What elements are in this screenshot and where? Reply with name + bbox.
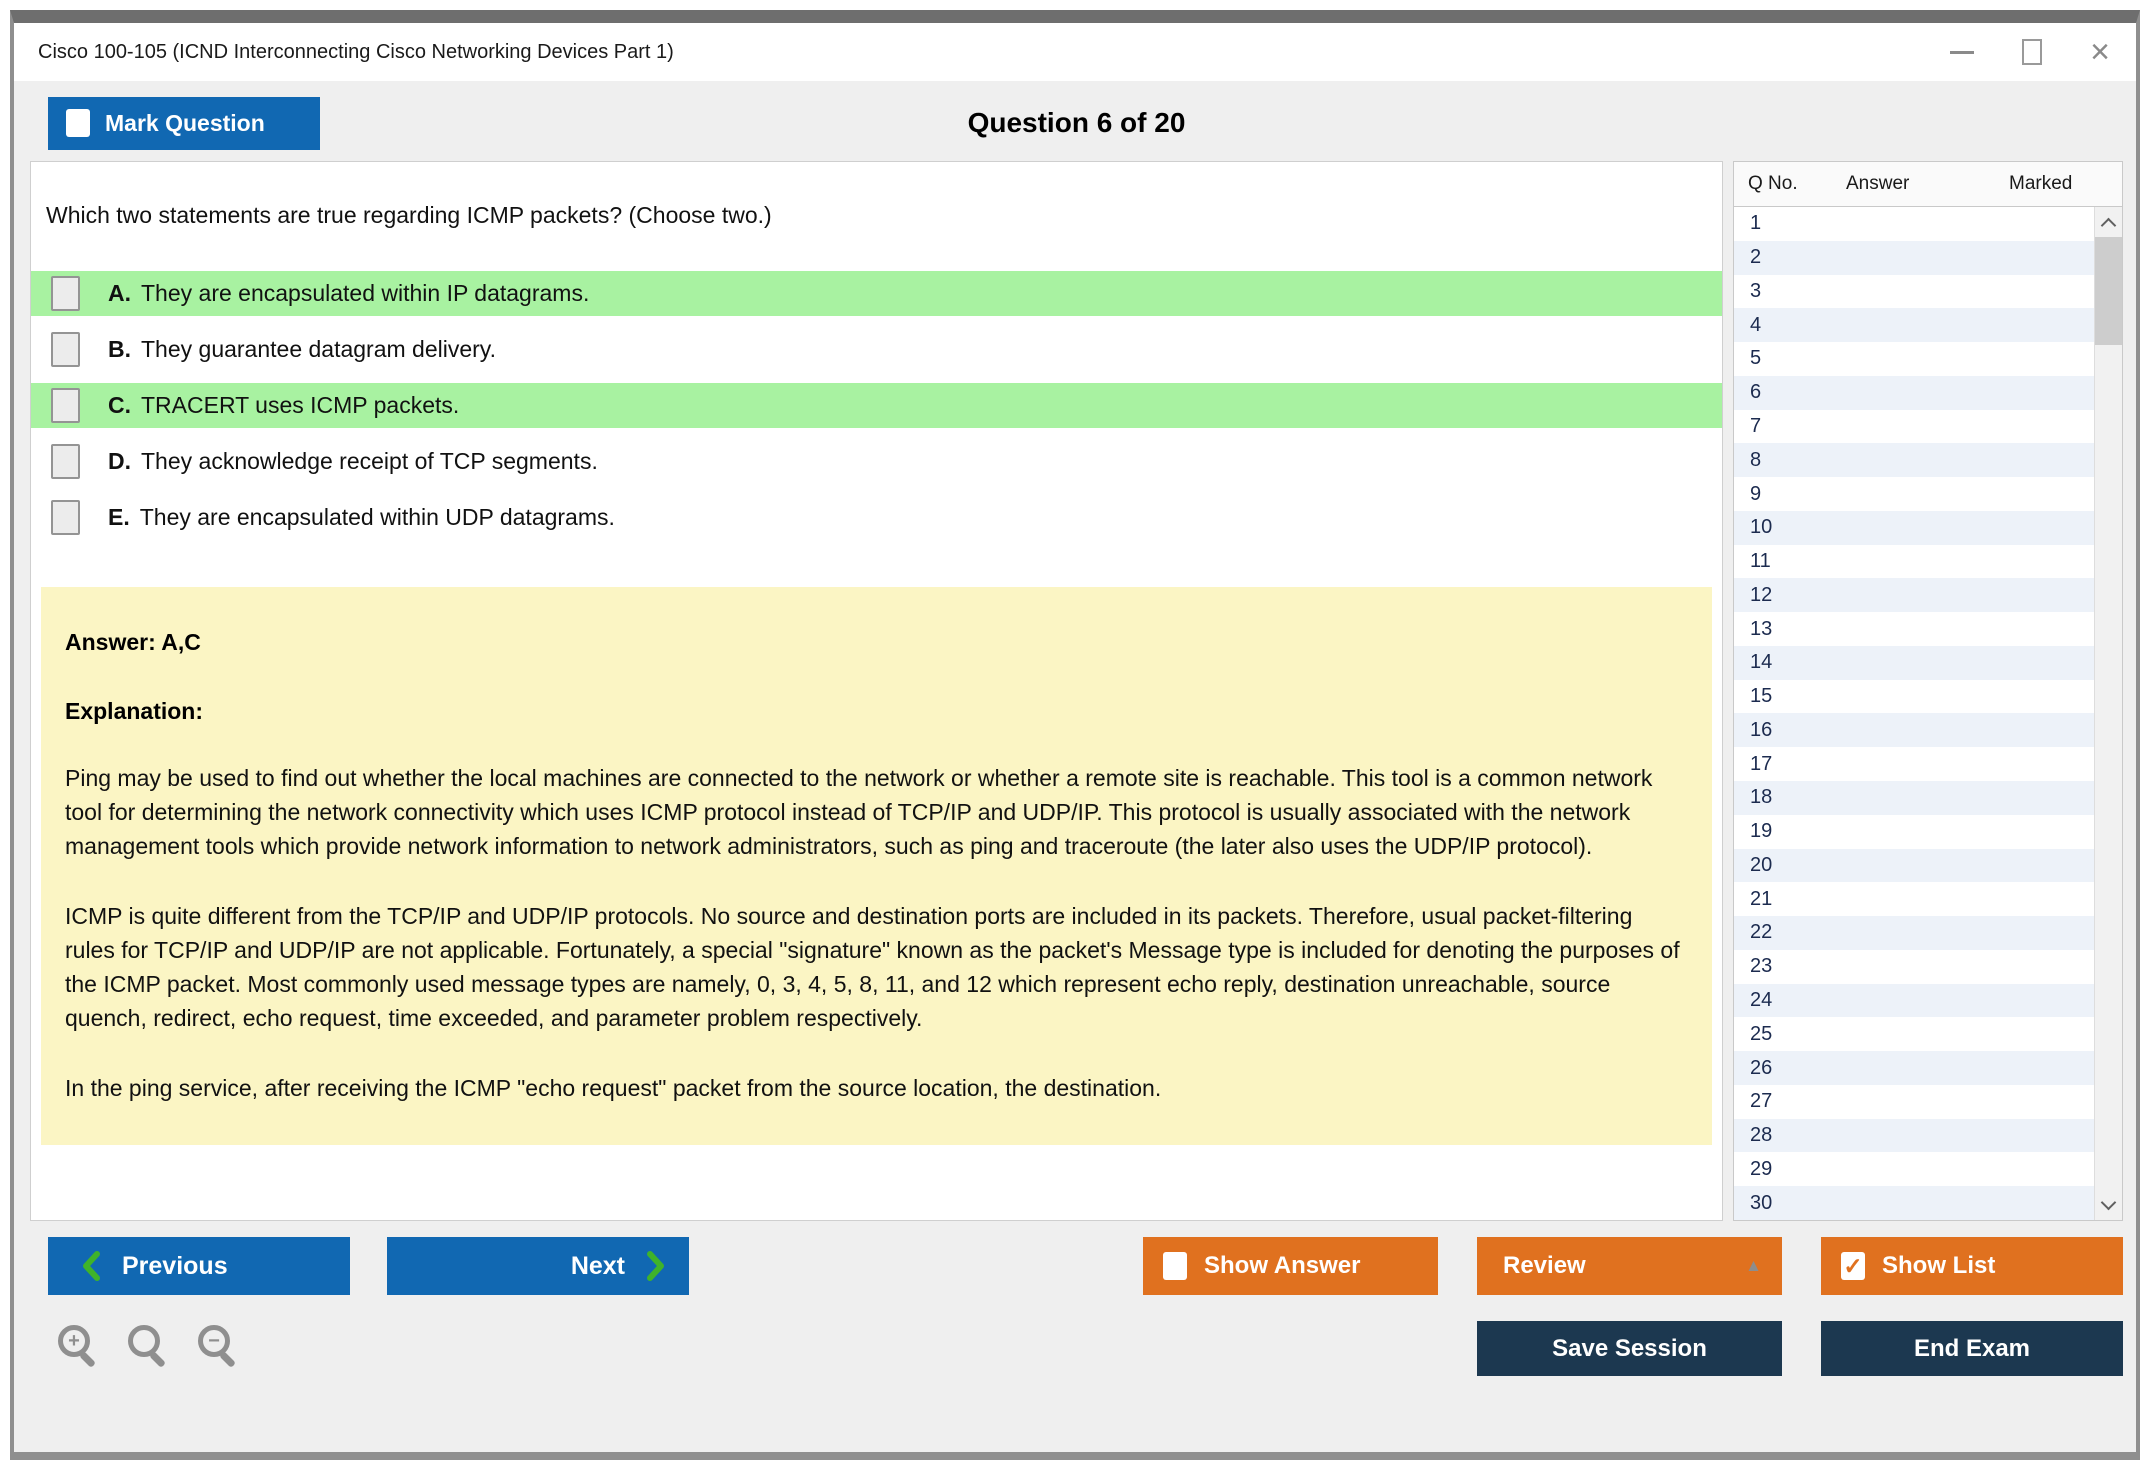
- option-checkbox[interactable]: [51, 500, 80, 535]
- question-number: 12: [1750, 583, 1773, 606]
- next-label: Next: [570, 1251, 625, 1280]
- question-panel: [30, 161, 1723, 1221]
- save-session-label: Save Session: [1552, 1334, 1707, 1362]
- question-number: 9: [1750, 482, 1762, 505]
- answer-option[interactable]: [31, 383, 1722, 428]
- question-list-row[interactable]: [1734, 781, 2094, 815]
- option-letter: B.: [108, 336, 131, 362]
- question-number: 16: [1750, 718, 1773, 741]
- question-number: 11: [1750, 550, 1771, 573]
- explanation-box: [41, 587, 1712, 1145]
- question-text: Which two statements are true regarding ICMP packets? (Choose two.): [46, 202, 772, 228]
- show-list-button[interactable]: [1821, 1237, 2123, 1295]
- question-number: 25: [1750, 1022, 1773, 1045]
- answer-option[interactable]: [31, 439, 1722, 484]
- show-list-checkbox[interactable]: ✓: [1841, 1252, 1865, 1280]
- window-title: Cisco 100-105 (ICND Interconnecting Cisco Networking Devices Part 1): [38, 40, 674, 63]
- column-marked: Marked: [2009, 173, 2073, 194]
- question-list-sidebar: [1733, 161, 2123, 1221]
- question-list-row[interactable]: [1734, 1017, 2094, 1051]
- question-number: 22: [1750, 921, 1773, 944]
- next-button[interactable]: [387, 1237, 689, 1295]
- answer-label: Answer: A,C: [65, 629, 201, 655]
- show-list-label: Show List: [1882, 1252, 1996, 1279]
- explanation-paragraph: ICMP is quite different from the TCP/IP and UDP/IP protocols. No source and destination ports are included in its packets. Therefore, usual packet-filtering rules for TCP/IP and UDP/IP are not applicable. Fortunately, a special "signature" known as the packet's Message type is included for denoting the purposes of the ICMP packet. Most commonly used message types are namely, 0, 3, 4, 5, 8, 11, and 12 which represent echo reply, destination unreachable, source quench, redirect, echo request, time exceeded, and parameter problem respectively.: [65, 903, 1680, 1031]
- zoom-reset-icon[interactable]: [128, 1325, 168, 1369]
- question-list-row[interactable]: [1734, 1186, 2094, 1220]
- question-list-row[interactable]: [1734, 815, 2094, 849]
- option-letter: E.: [108, 504, 130, 530]
- question-number: 10: [1750, 516, 1773, 539]
- show-answer-button[interactable]: [1143, 1237, 1438, 1295]
- question-number: 20: [1750, 853, 1773, 876]
- save-session-button[interactable]: [1477, 1321, 1782, 1376]
- question-list-rows: [1734, 207, 2094, 1220]
- question-list-row[interactable]: [1734, 443, 2094, 477]
- answer-option[interactable]: [31, 271, 1722, 316]
- answer-option[interactable]: [31, 327, 1722, 372]
- zoom-out-icon[interactable]: −: [198, 1325, 238, 1369]
- previous-button[interactable]: [48, 1237, 350, 1295]
- option-checkbox[interactable]: [51, 276, 80, 311]
- end-exam-button[interactable]: [1821, 1321, 2123, 1376]
- question-number: 29: [1750, 1157, 1773, 1180]
- question-list-row[interactable]: [1734, 747, 2094, 781]
- question-list-row[interactable]: [1734, 612, 2094, 646]
- option-checkbox[interactable]: [51, 444, 80, 479]
- column-answer: Answer: [1846, 173, 1910, 194]
- show-answer-label: Show Answer: [1204, 1252, 1361, 1279]
- question-number: 1: [1750, 212, 1762, 235]
- option-checkbox[interactable]: [51, 388, 80, 423]
- title-bar: [14, 23, 2136, 81]
- question-list-row[interactable]: [1734, 950, 2094, 984]
- explanation-heading: Explanation:: [65, 698, 204, 724]
- question-list-row[interactable]: [1734, 342, 2094, 376]
- option-text: They acknowledge receipt of TCP segments.: [141, 448, 598, 474]
- question-number: 24: [1750, 989, 1773, 1011]
- option-letter: D.: [108, 448, 131, 474]
- option-text: They are encapsulated within IP datagrams.: [141, 280, 590, 306]
- question-number: 18: [1750, 786, 1773, 809]
- footer-bar: [30, 1237, 2123, 1452]
- question-number: 2: [1750, 246, 1762, 269]
- question-number: 21: [1750, 887, 1773, 910]
- question-list-row[interactable]: [1734, 984, 2094, 1018]
- maximize-icon[interactable]: [2022, 39, 2042, 65]
- option-text: They guarantee datagram delivery.: [141, 336, 496, 362]
- question-number: 26: [1750, 1056, 1773, 1079]
- minimize-icon[interactable]: [1950, 51, 1974, 54]
- question-list-scrollbar[interactable]: [2094, 207, 2122, 1220]
- question-number: 3: [1750, 279, 1762, 302]
- content-area: [30, 161, 2123, 1221]
- close-icon[interactable]: ×: [2090, 33, 2110, 71]
- question-list-row[interactable]: [1734, 1085, 2094, 1119]
- chevron-right-icon: [647, 1251, 665, 1281]
- question-list-row[interactable]: [1734, 511, 2094, 545]
- zoom-controls: [58, 1325, 689, 1369]
- explanation-paragraphs: [65, 761, 1686, 1105]
- show-answer-checkbox[interactable]: [1163, 1252, 1187, 1280]
- question-list-row[interactable]: [1734, 376, 2094, 410]
- end-exam-label: End Exam: [1913, 1334, 2031, 1362]
- options-list: [31, 271, 1722, 540]
- question-list-row[interactable]: [1734, 410, 2094, 444]
- question-list-row[interactable]: [1734, 545, 2094, 579]
- option-text: TRACERT uses ICMP packets.: [141, 392, 460, 418]
- question-number: 5: [1750, 347, 1762, 370]
- question-list-row[interactable]: [1734, 916, 2094, 950]
- question-number: 19: [1750, 820, 1773, 843]
- question-number: 13: [1750, 617, 1773, 640]
- question-list-row[interactable]: [1734, 308, 2094, 342]
- scroll-up-icon[interactable]: [2103, 207, 2114, 237]
- mark-question-label: Mark Question: [105, 109, 265, 136]
- zoom-in-icon[interactable]: +: [58, 1325, 98, 1369]
- question-number: 8: [1750, 448, 1762, 471]
- question-number: 6: [1750, 381, 1762, 404]
- question-list-row[interactable]: [1734, 713, 2094, 747]
- app-window: [10, 10, 2140, 1460]
- question-list-row[interactable]: [1734, 849, 2094, 883]
- question-list-row[interactable]: [1734, 680, 2094, 714]
- question-list-body: [1733, 207, 2123, 1221]
- option-checkbox[interactable]: [51, 332, 80, 367]
- scroll-down-icon[interactable]: [2103, 1190, 2114, 1220]
- question-list-row[interactable]: [1734, 578, 2094, 612]
- explanation-paragraph: In the ping service, after receiving the ICMP "echo request" packet from the source location, the destination.: [65, 1075, 1162, 1101]
- column-q-no: Q No.: [1748, 173, 1798, 194]
- option-letter: A.: [108, 280, 131, 306]
- caret-up-icon: ▲: [1745, 1256, 1762, 1275]
- question-list-row[interactable]: [1734, 1051, 2094, 1085]
- header-row: [30, 95, 2123, 151]
- question-number: 15: [1750, 685, 1773, 708]
- question-list-row[interactable]: [1734, 1152, 2094, 1186]
- question-list-row[interactable]: [1734, 477, 2094, 511]
- question-number: 27: [1750, 1090, 1773, 1113]
- question-list-row[interactable]: [1734, 1119, 2094, 1153]
- chevron-left-icon: [82, 1251, 100, 1281]
- question-number: 28: [1750, 1124, 1773, 1147]
- review-button[interactable]: [1477, 1237, 1782, 1295]
- question-list-row[interactable]: [1734, 241, 2094, 275]
- answer-option[interactable]: [31, 495, 1722, 540]
- question-counter: Question 6 of 20: [967, 107, 1186, 138]
- question-number: 7: [1750, 414, 1762, 437]
- question-number: 14: [1750, 651, 1773, 674]
- previous-label: Previous: [122, 1251, 228, 1280]
- scrollbar-thumb[interactable]: [2095, 237, 2122, 345]
- question-number: 4: [1750, 313, 1762, 336]
- option-letter: C.: [108, 392, 131, 418]
- question-list-row[interactable]: [1734, 646, 2094, 680]
- question-number: 23: [1750, 955, 1773, 978]
- question-number: 30: [1750, 1191, 1773, 1214]
- question-list-row[interactable]: [1734, 275, 2094, 309]
- explanation-paragraph: Ping may be used to find out whether the local machines are connected to the network or whether a remote site is reachable. This tool is a common network tool for determining the network connectivity which uses ICMP protocol instead of TCP/IP and UDP/IP. This protocol is usually associated with the network management tools which provide network information to network administrators, such as ping and traceroute (the later also uses the UDP/IP protocol).: [65, 765, 1653, 859]
- question-number: 17: [1750, 752, 1773, 775]
- option-text: They are encapsulated within UDP datagrams.: [139, 504, 615, 530]
- review-label: Review: [1503, 1252, 1586, 1279]
- question-list-row[interactable]: [1734, 207, 2094, 241]
- window-controls: [1950, 33, 2110, 71]
- question-list-row[interactable]: [1734, 882, 2094, 916]
- question-list-header: [1733, 161, 2123, 207]
